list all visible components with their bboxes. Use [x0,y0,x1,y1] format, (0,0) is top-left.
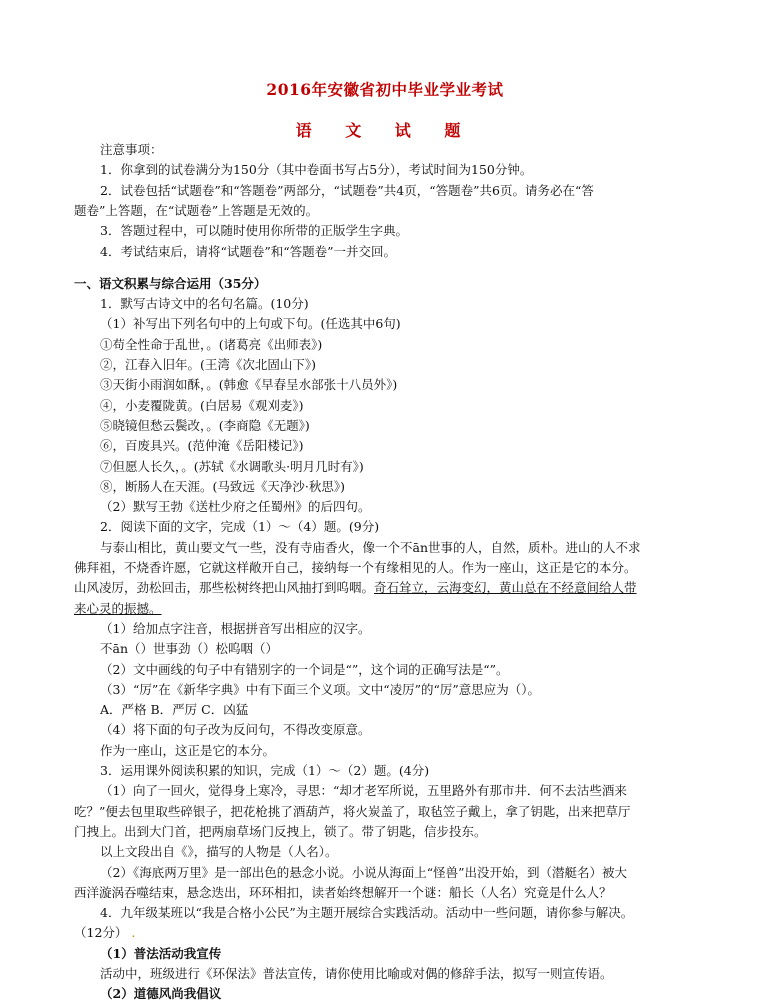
line-text: 西洋漩涡吞噬结束，悬念迭出，环环相扣，读者始终想解开一个谜：船长（人名）究竟是什么人？ [74,884,612,900]
line-text: （12分） [74,925,128,941]
line-text: 4．九年级某班以“我是合格小公民”为主题开展综合实践活动。活动中一些问题，请你参与解决。 [100,905,634,921]
line-text: （4）将下面的句子改为反问句，不得改变原意。 [100,722,371,738]
line-text: 门拽上。出到大门首，把两扇草场门反拽上，锁了。带了钥匙，信步投东。 [74,823,487,839]
line-text: 注意事项： [100,142,163,157]
underlined-sentence: 奇石耸立，云海变幻，黄山总在不经意间给人带 [374,580,637,596]
line-text: A．严格 B．严厉 C．凶猛 [100,702,249,718]
line-text: ①苟全性命于乱世，。(诸葛亮《出师表》) [100,336,323,352]
text-line [100,662,694,678]
line-text: （2）默写王勃《送杜少府之任蜀州》的后四句。 [100,499,371,515]
line-text: 题卷”上答题，在“试题卷”上答题是无效的。 [74,202,319,218]
text-line [100,783,694,799]
line-text: 不ān（）世事劲（）松呜咽（） [100,641,279,657]
text-line [100,621,694,637]
text-line [100,702,694,718]
text-line [100,357,694,373]
line-text: （2）《海底两万里》是一部出色的悬念小说。小说从海面上“怪兽”出没开始，到（潜艇名）被大 [100,864,627,880]
underlined-sentence: 来心灵的振撼。 [74,600,162,616]
text-line [100,722,694,738]
text-line [100,763,694,779]
text-line [100,337,694,353]
text-line [100,438,694,454]
line-text: 1．你拿到的试卷满分为150分（其中卷面书写占5分），考试时间为150分钟。 [100,162,533,178]
text-line [100,641,694,657]
text-line [74,885,694,901]
text-line [74,580,694,596]
text-line [100,540,694,556]
text-line [100,223,694,239]
text-line [100,499,694,515]
text-line [100,844,694,860]
text-line [100,682,694,698]
line-text: （1）普法活动我宣传 [100,945,222,961]
line-text: 活动中，班级进行《环保法》普法宣传，请你使用比喻或对偶的修辞手法，拟写一则宣传语。 [100,966,613,981]
text-line [100,905,694,921]
line-text: ⑦但愿人长久，。(苏轼《水调歌头·明月几时有》) [100,458,364,474]
text-line [100,519,694,535]
line-text: ②，江春入旧年。(王湾《次北固山下》) [100,357,317,372]
line-text: （1）补写出下列名句中的上句或下句。(任选其中6句) [100,316,401,332]
text-line [100,743,694,759]
text-line [100,183,694,199]
line-text: 一、语文积累与综合运用（35分） [74,275,267,291]
exam-title: 2016年安徽省初中毕业学业考试 [266,80,504,99]
line-text: 2．试卷包括“试题卷”和“答题卷”两部分，“试题卷”共4页，“答题卷”共6页。请务必在“答 [100,182,594,198]
text-line [100,142,694,158]
text-line [100,377,694,393]
line-text: ④，小麦覆陇黄。(白居易《观刈麦》) [100,397,304,413]
text-line [74,925,694,941]
text-line [100,316,694,332]
line-text: 佛拜祖，不烧香许愿，它就这样敞开自己，接纳每一个有缘相见的人。作为一座山，这正是它的本分。 [74,560,637,575]
text-line [100,162,694,178]
line-text: 4．考试结束后，请将“试题卷”和“答题卷”一并交回。 [100,243,397,259]
line-text: 作为一座山，这正是它的本分。 [100,742,276,758]
line-text: （3）“厉”在《新华字典》中有下面三个义项。文中“凌厉”的“厉”意思应为（）。 [100,681,541,697]
line-text: 与泰山相比，黄山要文气一些，没有寺庙香火，像一个不ān世事的人，自然，质朴。进山的人不求 [100,539,641,555]
line-text: 3．答题过程中，可以随时使用你所带的正版学生字典。 [100,223,408,239]
line-text: 吃？”便去包里取些碎银子，把花枪挑了酒葫芦，将火炭盖了，取毡笠子戴上，拿了钥匙，出来把草厅 [74,803,631,819]
line-text: ⑧，断肠人在天涯。(马致远《天净沙·秋思》) [100,478,345,494]
line-dot: . [127,925,136,941]
text-line [100,296,694,312]
line-text: 1．默写古诗文中的名句名篇。(10分) [100,296,309,312]
text-line [100,398,694,414]
line-text: 2．阅读下面的文字，完成（1）～（4）题。(9分) [100,519,380,535]
line-text: （2）文中画线的句子中有错别字的一个词是“”，这个词的正确写法是“”。 [100,661,509,677]
text-line [100,479,694,495]
text-line [100,459,694,475]
line-text: （2）道德风尚我倡议 [100,986,222,1002]
text-line [74,276,694,292]
text-line [74,824,694,840]
line-text: ⑤晓镜但愁云鬓改，。(李商隐《无题》) [100,417,310,433]
text-line [100,418,694,434]
line-text: 以上文段出自《》，描写的人物是（人名）。 [100,844,338,860]
text-line [74,804,694,820]
text-line [74,560,694,576]
text-line [100,966,694,982]
line-text: （1）向了一回火，觉得身上寒冷，寻思：“却才老军所说，五里路外有那市井．何不去沽些酒来 [100,783,627,799]
line-text: ③天街小雨润如酥，。(韩愈《早春呈水部张十八员外》) [100,377,398,393]
line-text: 3．运用课外阅读积累的知识，完成（1）～（2）题。(4分) [100,763,430,778]
text-line [100,946,694,962]
line-text: （1）给加点字注音，根据拼音写出相应的汉字。 [100,620,371,636]
text-line [74,601,694,617]
line-text: ⑥，百废具兴。(范仲淹《岳阳楼记》) [100,438,304,454]
subject-title: 语 文 试 题 [295,121,475,140]
line-text: 山风凌厉，劲松回击，那些松树终把山风抽打到呜咽。 [74,580,375,596]
text-line [74,203,694,219]
text-line [100,865,694,881]
text-line [100,244,694,260]
